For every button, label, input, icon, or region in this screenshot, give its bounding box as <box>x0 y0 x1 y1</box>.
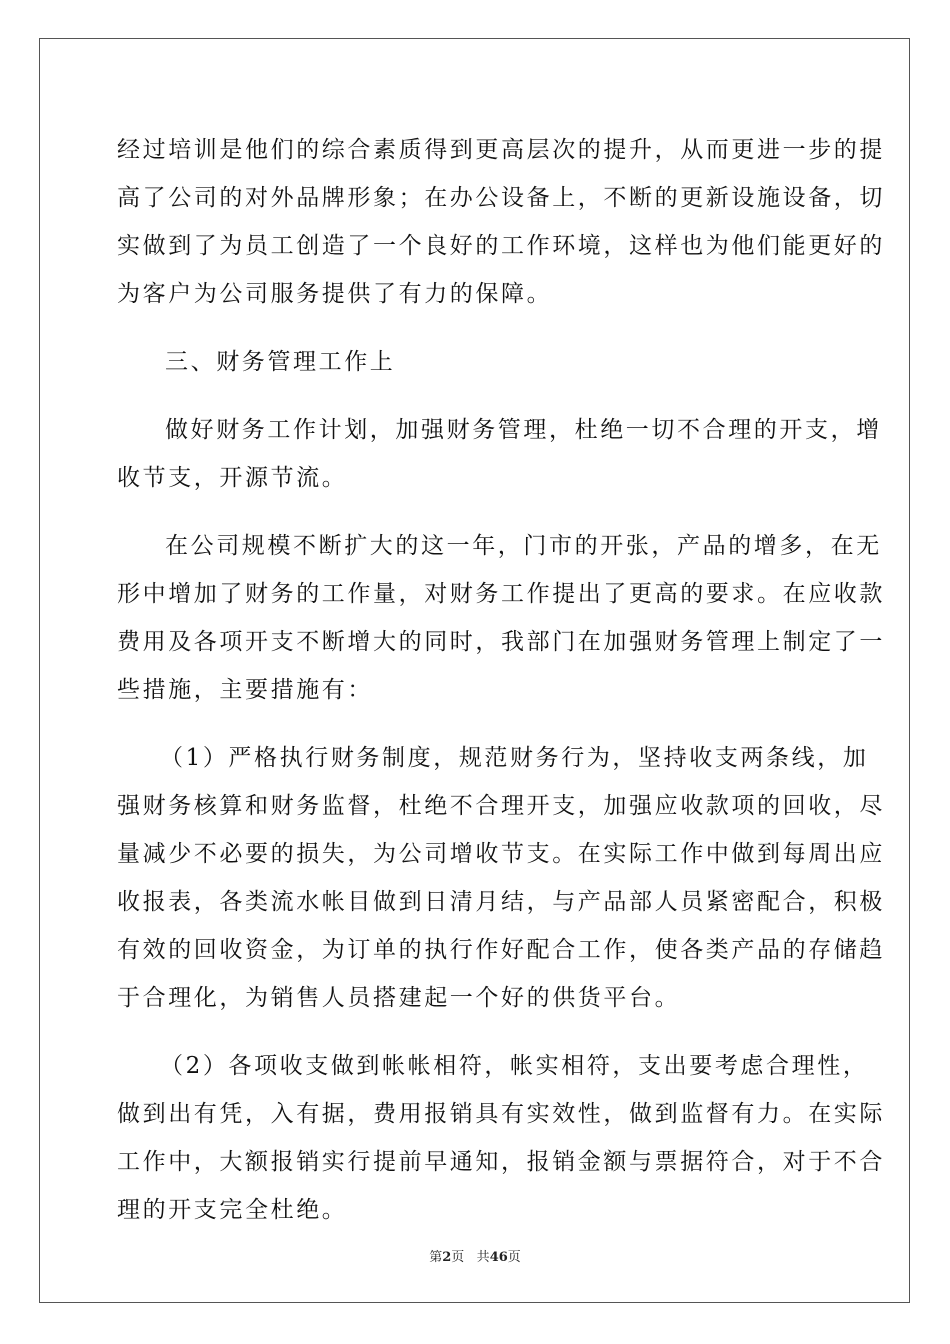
paragraph <box>117 734 885 1022</box>
text-line: 三、财务管理工作上 <box>165 349 396 375</box>
text-line: 于合理化，为销售人员搭建起一个好的供货平台。 <box>117 985 681 1011</box>
text-line: 些措施，主要措施有： <box>117 677 373 703</box>
page-suffix: 页 <box>451 1250 465 1265</box>
text-line: 经过培训是他们的综合素质得到更高层次的提升，从而更进一步的提 <box>117 137 885 163</box>
document-body <box>117 126 885 1234</box>
text-line: 工作中，大额报销实行提前早通知，报销金额与票据符合，对于不合 <box>117 1149 885 1175</box>
text-line: 有效的回收资金，为订单的执行作好配合工作，使各类产品的存储趋 <box>117 937 885 963</box>
total-prefix: 共 <box>476 1250 490 1265</box>
text-line: 形中增加了财务的工作量，对财务工作提出了更高的要求。在应收款 <box>117 581 885 607</box>
text-line: 量减少不必要的损失，为公司增收节支。在实际工作中做到每周出应 <box>117 841 885 867</box>
text-line: 为客户为公司服务提供了有力的保障。 <box>117 281 553 307</box>
text-line: 做到出有凭，入有据，费用报销具有实效性，做到监督有力。在实际 <box>117 1101 885 1127</box>
text-line: 理的开支完全杜绝。 <box>117 1197 348 1223</box>
page-footer <box>0 1246 950 1265</box>
text-line: 做好财务工作计划，加强财务管理，杜绝一切不合理的开支，增 <box>165 417 882 443</box>
page-prefix: 第 <box>429 1250 443 1265</box>
total-pages: 46 <box>489 1250 508 1265</box>
text-line: 费用及各项开支不断增大的同时，我部门在加强财务管理上制定了一 <box>117 629 885 655</box>
total-suffix: 页 <box>507 1250 521 1265</box>
text-line: 收报表，各类流水帐目做到日清月结，与产品部人员紧密配合，积极 <box>117 889 885 915</box>
text-line: 实做到了为员工创造了一个良好的工作环境，这样也为他们能更好的 <box>117 233 885 259</box>
page-number: 2 <box>442 1250 452 1265</box>
text-line: 强财务核算和财务监督，杜绝不合理开支，加强应收款项的回收，尽 <box>117 793 885 819</box>
paragraph <box>117 522 885 714</box>
text-line: 收节支，开源节流。 <box>117 465 348 491</box>
text-line: （2）各项收支做到帐帐相符，帐实相符，支出要考虑合理性， <box>160 1053 869 1079</box>
text-line: 高了公司的对外品牌形象；在办公设备上，不断的更新设施设备，切 <box>117 185 885 211</box>
paragraph <box>117 406 882 502</box>
section-heading <box>117 338 833 386</box>
text-line: （1）严格执行财务制度，规范财务行为，坚持收支两条线，加 <box>160 745 869 771</box>
paragraph <box>117 126 885 318</box>
text-line: 在公司规模不断扩大的这一年，门市的开张，产品的增多，在无 <box>165 533 882 559</box>
paragraph <box>117 1042 885 1234</box>
